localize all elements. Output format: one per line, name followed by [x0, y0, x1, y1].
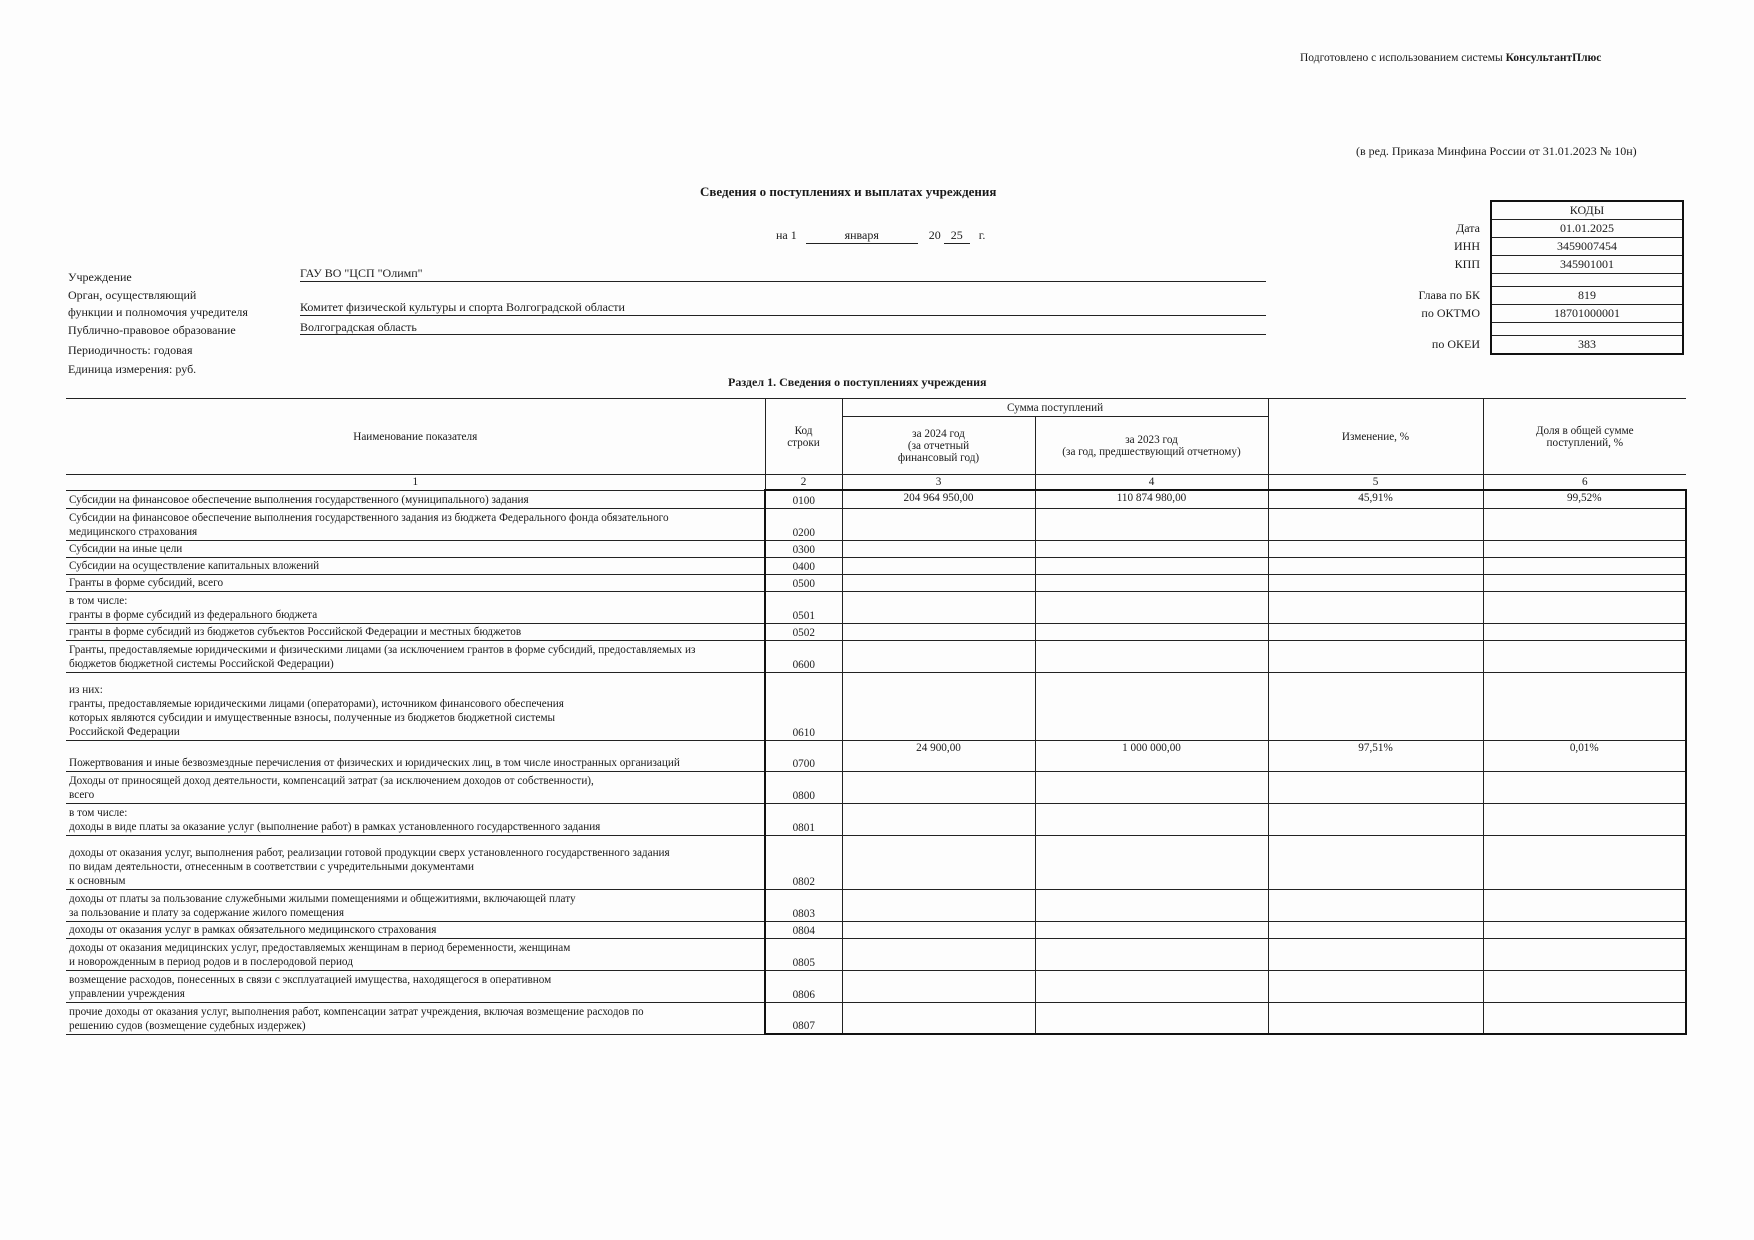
row-sum-2024: [842, 540, 1035, 557]
table-row: [66, 672, 1686, 740]
row-share: [1483, 508, 1686, 540]
row-sum-2023: [1035, 1002, 1268, 1034]
date-month: января: [806, 228, 918, 244]
row-change: [1268, 508, 1483, 540]
row-name-line: Пожертвования и иные безвозмездные перечисления от физических и юридических лиц, в том числе иностранных организаций: [69, 756, 680, 769]
row-sum-2024: [842, 835, 1035, 889]
row-sum-2024: [842, 640, 1035, 672]
row-name-line: Субсидии на иные цели: [69, 542, 183, 555]
table-row: [66, 508, 1686, 540]
row-code: 0610: [765, 672, 842, 740]
field-value-entity: Волгоградская область: [300, 320, 1266, 335]
row-name: [66, 889, 765, 921]
th-2024-line2: (за отчетный: [907, 439, 970, 452]
row-name: [66, 508, 765, 540]
th-2023-line2: (за год, предшествующий отчетному): [1062, 445, 1241, 458]
code-empty-2: [1491, 323, 1683, 336]
row-name: [66, 591, 765, 623]
row-change: [1268, 640, 1483, 672]
row-sum-2023: [1035, 640, 1268, 672]
th-sum-group: Сумма поступлений: [842, 399, 1268, 417]
row-change: [1268, 557, 1483, 574]
table-row: [66, 591, 1686, 623]
row-sum-2023: [1035, 672, 1268, 740]
row-sum-2024: 24 900,00: [842, 740, 1035, 771]
row-name-line: возмещение расходов, понесенных в связи с эксплуатацией имущества, находящегося в оперативном: [69, 973, 552, 986]
row-code: 0804: [765, 921, 842, 938]
row-name-line: медицинского страхования: [69, 525, 198, 538]
row-sum-2024: [842, 672, 1035, 740]
row-name-line: Субсидии на финансовое обеспечение выполнения государственного задания из бюджета Федерального фонда обязательного: [69, 511, 669, 524]
code-label-okei: по ОКЕИ: [1431, 337, 1480, 352]
table-row: [66, 623, 1686, 640]
row-share: 0,01%: [1483, 740, 1686, 771]
table-row: [66, 835, 1686, 889]
code-label-kpp: КПП: [1454, 257, 1480, 271]
table-row: [66, 640, 1686, 672]
row-name: [66, 640, 765, 672]
row-name-line: к основным: [69, 874, 126, 887]
row-name: [66, 574, 765, 591]
th-code-line1: Код: [794, 424, 813, 437]
row-sum-2023: [1035, 771, 1268, 803]
th-change: Изменение, %: [1268, 399, 1483, 475]
row-name-line: бюджетов бюджетной системы Российской Федерации): [69, 657, 334, 670]
row-name-line: доходы в виде платы за оказание услуг (выполнение работ) в рамках установленного государственного задания: [69, 820, 601, 833]
row-change: [1268, 574, 1483, 591]
row-change: [1268, 623, 1483, 640]
row-name: [66, 490, 765, 508]
row-name-line: доходы от платы за пользование служебными жилыми помещениями и общежитиями, включающей плату: [69, 892, 576, 905]
row-sum-2023: [1035, 591, 1268, 623]
codes-table: [1380, 200, 1684, 355]
row-sum-2023: [1035, 938, 1268, 970]
row-sum-2024: 204 964 950,00: [842, 490, 1035, 508]
table-row: [66, 557, 1686, 574]
row-sum-2023: [1035, 623, 1268, 640]
row-name: [66, 803, 765, 835]
row-name-line: Доходы от приносящей доход деятельности, компенсаций затрат (за исключением доходов от собственности),: [69, 774, 594, 787]
row-sum-2023: [1035, 540, 1268, 557]
row-name-line: Российской Федерации: [69, 725, 180, 738]
row-name-line: по видам деятельности, отнесенным в соответствии с учредительными документами: [69, 860, 474, 873]
row-name-line: Субсидии на финансовое обеспечение выполнения государственного (муниципального) задания: [69, 493, 529, 506]
prepared-note: [1300, 52, 1601, 64]
row-share: [1483, 835, 1686, 889]
row-sum-2024: [842, 1002, 1035, 1034]
row-name-line: которых являются субсидии и имущественные взносы, полученные из бюджетов бюджетной системы: [69, 711, 556, 724]
row-change: [1268, 540, 1483, 557]
row-sum-2023: [1035, 921, 1268, 938]
row-share: [1483, 623, 1686, 640]
row-name-line: в том числе:: [69, 594, 128, 607]
code-label-oktmo: по ОКТМО: [1421, 306, 1480, 320]
code-value-bk: 819: [1491, 287, 1683, 305]
row-name: [66, 771, 765, 803]
row-share: [1483, 803, 1686, 835]
codes-header: КОДЫ: [1491, 201, 1683, 220]
table-row: [66, 921, 1686, 938]
row-share: [1483, 540, 1686, 557]
code-label-date: Дата: [1456, 221, 1480, 235]
table-row: [66, 740, 1686, 771]
field-value-institution: ГАУ ВО "ЦСП "Олимп": [300, 266, 1266, 282]
row-share: [1483, 938, 1686, 970]
row-change: 45,91%: [1268, 490, 1483, 508]
row-share: [1483, 574, 1686, 591]
row-code: 0806: [765, 970, 842, 1002]
row-sum-2024: [842, 591, 1035, 623]
row-name-line: доходы от оказания услуг в рамках обязательного медицинского страхования: [69, 923, 437, 936]
row-name: [66, 970, 765, 1002]
th-share-line2: поступлений, %: [1546, 436, 1624, 449]
row-name: [66, 623, 765, 640]
row-change: [1268, 970, 1483, 1002]
field-label-institution: Учреждение: [68, 270, 132, 284]
row-sum-2023: [1035, 835, 1268, 889]
code-value-inn: 3459007454: [1491, 238, 1683, 256]
row-code: 0800: [765, 771, 842, 803]
table-row: [66, 970, 1686, 1002]
row-share: [1483, 557, 1686, 574]
prepared-prefix: Подготовлено с использованием системы: [1300, 52, 1503, 64]
row-code: 0502: [765, 623, 842, 640]
row-code: 0700: [765, 740, 842, 771]
row-code: 0501: [765, 591, 842, 623]
row-name-line: гранты в форме субсидий из бюджетов субъектов Российской Федерации и местных бюджетов: [69, 625, 522, 638]
table-row: [66, 574, 1686, 591]
th-2023: [1035, 417, 1268, 475]
col-index-3: 3: [842, 475, 1035, 491]
row-share: [1483, 640, 1686, 672]
code-label-bk: Глава по БК: [1418, 288, 1480, 302]
code-value-okei: 383: [1491, 336, 1683, 355]
row-code: 0200: [765, 508, 842, 540]
row-name-line: Гранты, предоставляемые юридическими и физическими лицами (за исключением грантов в форме субсидий, предоставляемых из: [69, 643, 696, 656]
prepared-brand: КонсультантПлюс: [1505, 52, 1602, 64]
row-name: [66, 557, 765, 574]
field-value-founder: Комитет физической культуры и спорта Волгоградской области: [300, 300, 1266, 316]
row-sum-2024: [842, 921, 1035, 938]
row-code: 0803: [765, 889, 842, 921]
row-change: [1268, 672, 1483, 740]
th-name: Наименование показателя: [66, 399, 765, 475]
row-sum-2023: [1035, 889, 1268, 921]
row-sum-2023: 1 000 000,00: [1035, 740, 1268, 771]
row-name: [66, 938, 765, 970]
row-share: [1483, 1002, 1686, 1034]
row-sum-2023: [1035, 970, 1268, 1002]
row-sum-2024: [842, 574, 1035, 591]
row-name-line: гранты, предоставляемые юридическими лицами (операторами), источником финансового обеспечения: [69, 697, 564, 710]
row-change: [1268, 1002, 1483, 1034]
row-change: [1268, 938, 1483, 970]
row-share: [1483, 591, 1686, 623]
row-code: 0600: [765, 640, 842, 672]
date-year-label: г.: [978, 228, 986, 242]
row-change: [1268, 591, 1483, 623]
page-title: Сведения о поступлениях и выплатах учреждения: [700, 184, 997, 199]
row-code: 0100: [765, 490, 842, 508]
row-code: 0500: [765, 574, 842, 591]
row-change: 97,51%: [1268, 740, 1483, 771]
code-value-date: 01.01.2025: [1491, 220, 1683, 238]
row-name-line: в том числе:: [69, 806, 128, 819]
th-2024: [842, 417, 1035, 475]
row-sum-2024: [842, 970, 1035, 1002]
th-code-line2: строки: [787, 436, 820, 449]
row-name: [66, 540, 765, 557]
row-name-line: доходы от оказания медицинских услуг, предоставляемых женщинам в период беременности, женщинам: [69, 941, 571, 954]
row-share: [1483, 771, 1686, 803]
row-sum-2024: [842, 938, 1035, 970]
table-row: [66, 803, 1686, 835]
row-sum-2023: [1035, 557, 1268, 574]
date-prefix: на 1: [776, 228, 797, 242]
row-share: [1483, 889, 1686, 921]
th-2023-line1: за 2023 год: [1125, 433, 1178, 446]
row-sum-2023: [1035, 803, 1268, 835]
row-name-line: доходы от оказания услуг, выполнения работ, реализации готовой продукции сверх установленного государственного задания: [69, 846, 670, 859]
row-sum-2024: [842, 889, 1035, 921]
th-code: [765, 399, 842, 475]
row-name-line: решению судов (возмещение судебных издержек): [69, 1019, 306, 1032]
col-index-4: 4: [1035, 475, 1268, 491]
row-name-line: за пользование и плату за содержание жилого помещения: [69, 906, 345, 919]
row-change: [1268, 771, 1483, 803]
edition-note: (в ред. Приказа Минфина России от 31.01.2023 № 10н): [1356, 144, 1637, 158]
row-sum-2024: [842, 771, 1035, 803]
row-name-line: всего: [69, 788, 95, 801]
field-label-founder-2: функции и полномочия учредителя: [68, 305, 248, 319]
code-value-oktmo: 18701000001: [1491, 305, 1683, 323]
row-share: [1483, 970, 1686, 1002]
row-share: [1483, 672, 1686, 740]
row-name: [66, 672, 765, 740]
field-label-entity: Публично-правовое образование: [68, 323, 236, 337]
row-name-line: управлении учреждения: [69, 987, 185, 1000]
row-sum-2024: [842, 623, 1035, 640]
row-code: 0807: [765, 1002, 842, 1034]
receipts-table: [66, 398, 1687, 1035]
row-share: 99,52%: [1483, 490, 1686, 508]
row-sum-2023: 110 874 980,00: [1035, 490, 1268, 508]
row-name: [66, 921, 765, 938]
row-name: [66, 835, 765, 889]
th-2024-line1: за 2024 год: [912, 427, 965, 440]
field-label-founder-1: Орган, осуществляющий: [68, 288, 197, 302]
date-year-suffix: 25: [944, 228, 970, 244]
table-row: [66, 889, 1686, 921]
table-row: [66, 490, 1686, 508]
row-name: [66, 1002, 765, 1034]
row-sum-2024: [842, 803, 1035, 835]
row-sum-2023: [1035, 508, 1268, 540]
row-code: 0300: [765, 540, 842, 557]
code-label-inn: ИНН: [1454, 239, 1480, 253]
field-periodicity: Периодичность: годовая: [68, 343, 193, 357]
table-row: [66, 540, 1686, 557]
field-unit: Единица измерения: руб.: [68, 362, 197, 376]
row-sum-2023: [1035, 574, 1268, 591]
col-index-1: 1: [66, 475, 765, 491]
row-code: 0801: [765, 803, 842, 835]
row-sum-2024: [842, 508, 1035, 540]
table-row: [66, 771, 1686, 803]
th-2024-line3: финансовый год): [897, 451, 980, 464]
table-row: [66, 1002, 1686, 1034]
code-value-kpp: 345901001: [1491, 256, 1683, 274]
row-code: 0802: [765, 835, 842, 889]
date-line: [776, 228, 985, 244]
row-name: [66, 740, 765, 771]
row-share: [1483, 921, 1686, 938]
row-name-line: и новорожденным в период родов и в послеродовой период: [69, 955, 353, 968]
col-index-5: 5: [1268, 475, 1483, 491]
row-change: [1268, 889, 1483, 921]
date-year-prefix: 20: [928, 228, 941, 242]
row-sum-2024: [842, 557, 1035, 574]
section-title: Раздел 1. Сведения о поступлениях учреждения: [728, 375, 987, 389]
code-empty-1: [1491, 274, 1683, 287]
col-index-2: 2: [765, 475, 842, 491]
row-name-line: Гранты в форме субсидий, всего: [69, 576, 224, 589]
row-change: [1268, 921, 1483, 938]
row-name-line: из них:: [69, 683, 103, 696]
row-code: 0400: [765, 557, 842, 574]
row-name-line: прочие доходы от оказания услуг, выполнения работ, компенсации затрат учреждения, включая возмещение расходов по: [69, 1005, 644, 1018]
th-share-line1: Доля в общей сумме: [1535, 424, 1634, 437]
table-row: [66, 938, 1686, 970]
row-code: 0805: [765, 938, 842, 970]
row-name-line: Субсидии на осуществление капитальных вложений: [69, 559, 320, 572]
row-name-line: гранты в форме субсидий из федерального бюджета: [69, 608, 318, 621]
row-change: [1268, 803, 1483, 835]
th-share: [1483, 399, 1686, 475]
row-change: [1268, 835, 1483, 889]
col-index-6: 6: [1483, 475, 1686, 491]
